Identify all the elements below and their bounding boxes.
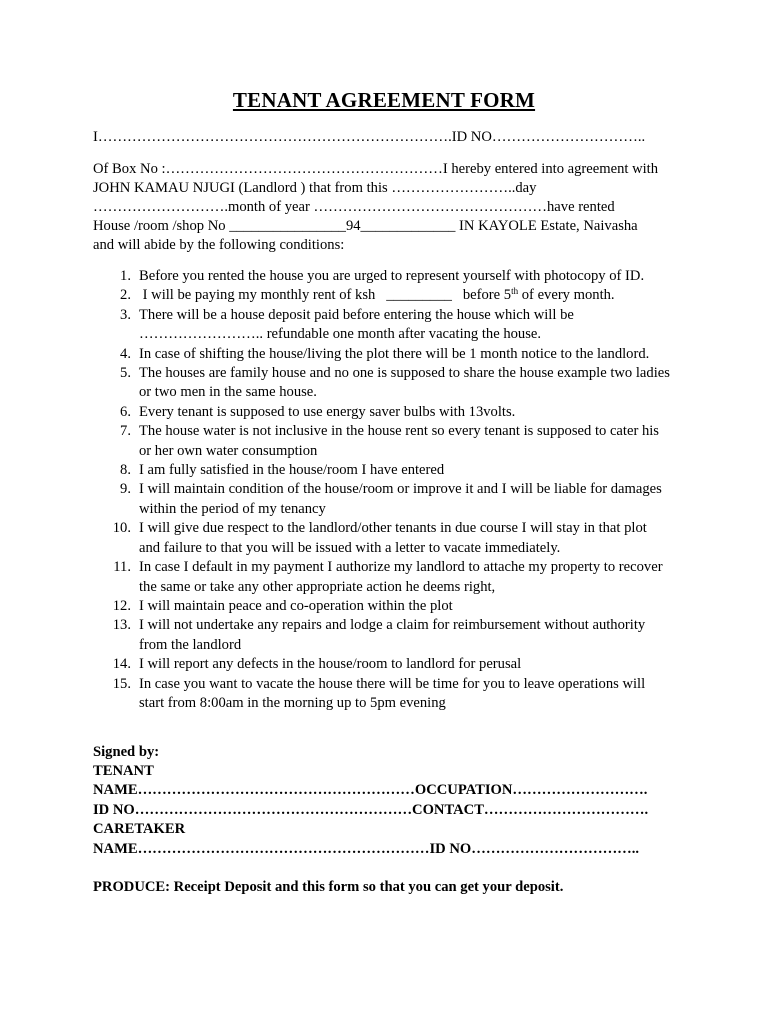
month-year-line: ……………………….month of year …………………………………………have rented	[93, 199, 615, 215]
condition-text-line: In case I default in my payment I authorize my landlord to attache my property to recover	[139, 559, 663, 576]
condition-number: 6.	[120, 403, 131, 420]
condition-item	[0, 616, 709, 655]
condition-number: 3.	[120, 306, 131, 323]
condition-text-line: The house water is not inclusive in the house rent so every tenant is supposed to cater his	[139, 423, 659, 440]
tenant-name-id-line: I……………………………………………………………….ID NO…………………………..	[93, 129, 646, 145]
condition-number: 9.	[120, 481, 131, 498]
conditions-intro: and will abide by the following conditions:	[93, 237, 345, 253]
condition-number: 10.	[112, 520, 131, 537]
condition-text-sup: th	[511, 286, 519, 297]
caretaker-name-id-line: NAME……………………………………………………ID NO……………………………..	[93, 841, 640, 857]
landlord-line: JOHN KAMAU NJUGI (Landlord ) that from this ……………………..day	[93, 180, 537, 196]
condition-text-post: of every month.	[518, 287, 615, 304]
condition-text-line: I am fully satisfied in the house/room I have entered	[139, 462, 445, 479]
condition-text-line: I will maintain peace and co-operation within the plot	[139, 597, 453, 614]
condition-item	[0, 597, 709, 616]
tenant-id-contact-line: ID NO…………………………………………………CONTACT…………………………….	[93, 802, 649, 818]
condition-number: 13.	[112, 617, 131, 634]
tenant-heading: TENANT	[93, 763, 154, 779]
tenant-name-occupation-line: NAME…………………………………………………OCCUPATION……………………….	[93, 782, 648, 798]
condition-item	[0, 461, 709, 480]
condition-text-line: Every tenant is supposed to use energy saver bulbs with 13volts.	[139, 403, 516, 420]
condition-text-line: start from 8:00am in the morning up to 5pm evening	[139, 694, 446, 711]
condition-number: 7.	[120, 423, 131, 440]
condition-text-line: the same or take any other appropriate action he deems right,	[139, 578, 496, 595]
condition-text-line: In case you want to vacate the house there will be time for you to leave operations will	[139, 675, 646, 692]
condition-number: 15.	[112, 675, 131, 692]
condition-text-line: I will give due respect to the landlord/other tenants in due course I will stay in that plot	[139, 520, 647, 537]
condition-text-line: …………………….. refundable one month after vacating the house.	[139, 326, 542, 343]
condition-item	[0, 675, 709, 714]
condition-text-pre: I will be paying my monthly rent of ksh _________ before 5	[139, 287, 512, 304]
condition-text-line: I will maintain condition of the house/room or improve it and I will be liable for damages	[139, 481, 662, 498]
condition-text-line: In case of shifting the house/living the plot there will be 1 month notice to the landlord.	[139, 345, 650, 362]
condition-item	[0, 403, 709, 422]
box-no-line: Of Box No :…………………………………………………I hereby entered into agreement with	[93, 161, 659, 177]
condition-number: 14.	[112, 656, 131, 673]
condition-text-line: I will report any defects in the house/room to landlord for perusal	[139, 656, 522, 673]
condition-item	[0, 558, 709, 597]
condition-number: 12.	[112, 597, 131, 614]
condition-item	[0, 480, 709, 519]
condition-number: 1.	[120, 268, 131, 284]
condition-item	[0, 655, 709, 674]
condition-item	[0, 422, 709, 461]
condition-number: 11.	[113, 559, 131, 576]
condition-number: 8.	[120, 462, 131, 479]
signed-by-label: Signed by:	[93, 744, 160, 760]
condition-number: 4.	[120, 345, 131, 362]
condition-item	[0, 364, 709, 403]
conditions-list	[0, 267, 768, 713]
condition-number: 2.	[120, 287, 131, 304]
condition-text-line	[139, 286, 709, 305]
condition-text-line: I will not undertake any repairs and lodge a claim for reimbursement without authority	[139, 617, 646, 634]
condition-text-line: within the period of my tenancy	[139, 500, 326, 517]
condition-item	[0, 345, 709, 364]
document-title: TENANT AGREEMENT FORM	[232, 88, 536, 112]
condition-item	[0, 306, 709, 345]
condition-text-line: There will be a house deposit paid before entering the house which will be	[139, 306, 574, 323]
condition-text-line: from the landlord	[139, 636, 242, 653]
condition-text-line: or two men in the same house.	[139, 384, 317, 401]
condition-text-line: The houses are family house and no one is supposed to share the house example two ladies	[139, 365, 670, 382]
house-no-line: House /room /shop No ________________94_____________ IN KAYOLE Estate, Naivasha	[93, 218, 638, 234]
caretaker-heading: CARETAKER	[93, 821, 186, 837]
condition-text-line: and failure to that you will be issued with a letter to vacate immediately.	[139, 539, 561, 556]
condition-text-line: Before you rented the house you are urged to represent yourself with photocopy of ID.	[139, 268, 645, 284]
produce-note: PRODUCE: Receipt Deposit and this form so that you can get your deposit.	[93, 879, 564, 895]
condition-number: 5.	[120, 365, 131, 382]
condition-item	[0, 267, 709, 286]
condition-text-line: or her own water consumption	[139, 442, 318, 459]
condition-item	[0, 519, 709, 558]
condition-item	[0, 286, 709, 305]
